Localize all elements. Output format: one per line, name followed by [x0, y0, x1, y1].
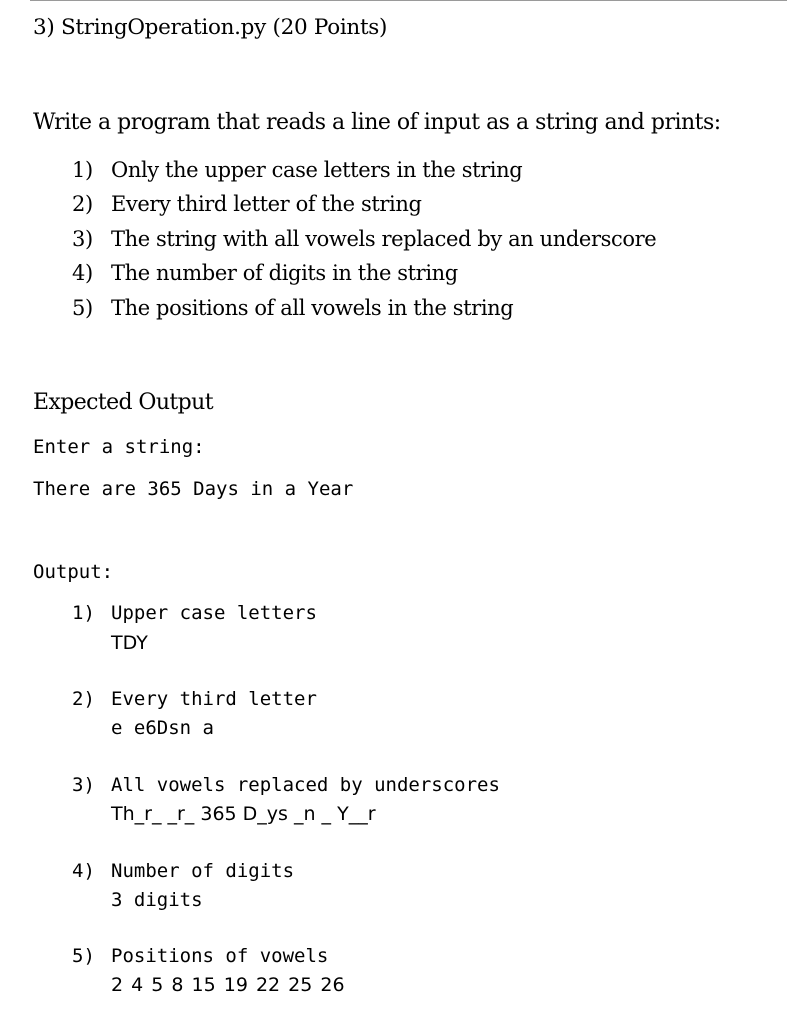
expected-output-heading: Expected Output: [33, 390, 213, 415]
requirement-text: Only the upper case letters in the string: [111, 158, 523, 182]
output-title: Positions of vowels: [111, 945, 329, 967]
output-number: 2): [72, 688, 95, 710]
sample-input: There are 365 Days in a Year: [33, 478, 354, 500]
output-title: Upper case letters: [111, 602, 317, 624]
output-title: All vowels replaced by underscores: [111, 774, 500, 796]
instructions-text: Write a program that reads a line of input as a string and prints:: [33, 110, 721, 135]
requirement-number: 5): [72, 296, 93, 320]
output-title: Number of digits: [111, 860, 295, 882]
output-number: 5): [72, 945, 95, 967]
requirement-number: 3): [72, 227, 93, 251]
requirement-number: 1): [72, 158, 93, 182]
output-value: 2 4 5 8 15 19 22 25 26: [111, 974, 345, 996]
requirement-text: The string with all vowels replaced by an underscore: [111, 227, 657, 251]
prompt-line: Enter a string:: [33, 436, 205, 458]
top-divider: [30, 0, 787, 1]
requirement-number: 2): [72, 192, 93, 216]
output-value: e e6Dsn a: [111, 717, 214, 739]
requirement-number: 4): [72, 261, 93, 285]
output-label: Output:: [33, 561, 114, 583]
output-value: TDY: [111, 632, 148, 654]
output-number: 3): [72, 774, 95, 796]
output-value: Th_r_ _r_ 365 D_ys _n _ Y__r: [111, 803, 376, 825]
requirement-text: Every third letter of the string: [111, 192, 422, 216]
assignment-title: 3) StringOperation.py (20 Points): [33, 15, 388, 40]
requirement-text: The positions of all vowels in the string: [111, 296, 514, 320]
output-number: 4): [72, 860, 95, 882]
requirement-text: The number of digits in the string: [111, 261, 458, 285]
output-number: 1): [72, 602, 95, 624]
output-value: 3 digits: [111, 889, 203, 911]
output-title: Every third letter: [111, 688, 317, 710]
